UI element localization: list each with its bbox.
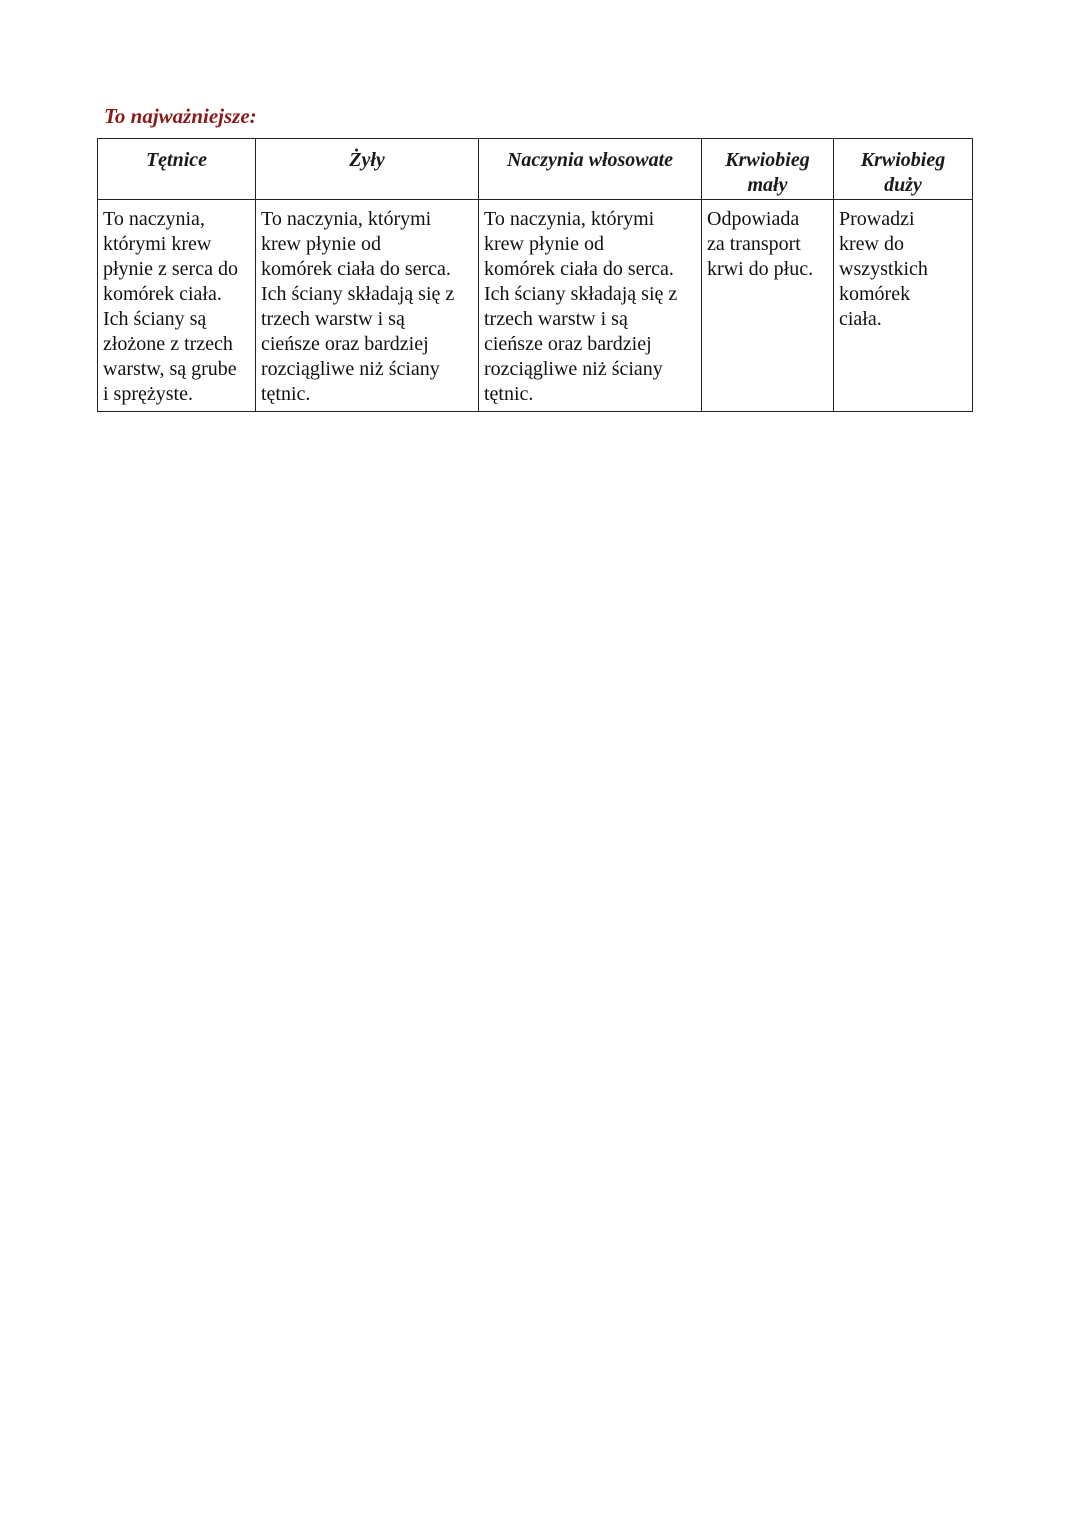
cell-tetnice: To naczynia, którymi krew płynie z serca do komórek ciała. Ich ściany są złożone z trzech warstw, są grube i sprężyste. [98, 200, 256, 412]
header-naczynia-wlosowate: Naczynia włosowate [479, 139, 702, 200]
header-tetnice: Tętnice [98, 139, 256, 200]
section-heading: To najważniejsze: [104, 104, 257, 128]
header-zyly: Żyły [256, 139, 479, 200]
table-header-row [98, 139, 973, 200]
header-krwiobieg-duzy: Krwiobieg duży [834, 139, 973, 200]
cell-krwiobieg-maly: Odpowiada za transport krwi do płuc. [702, 200, 834, 412]
cell-naczynia-wlosowate: To naczynia, którymi krew płynie od komórek ciała do serca. Ich ściany składają się z trzech warstw i są cieńsze oraz bardziej rozciągliwe niż ściany tętnic. [479, 200, 702, 412]
cell-krwiobieg-duzy: Prowadzi krew do wszystkich komórek ciała. [834, 200, 973, 412]
table-row [98, 200, 973, 412]
comparison-table [97, 138, 973, 412]
header-krwiobieg-maly: Krwiobieg mały [702, 139, 834, 200]
cell-zyly: To naczynia, którymi krew płynie od komórek ciała do serca. Ich ściany składają się z trzech warstw i są cieńsze oraz bardziej rozciągliwe niż ściany tętnic. [256, 200, 479, 412]
